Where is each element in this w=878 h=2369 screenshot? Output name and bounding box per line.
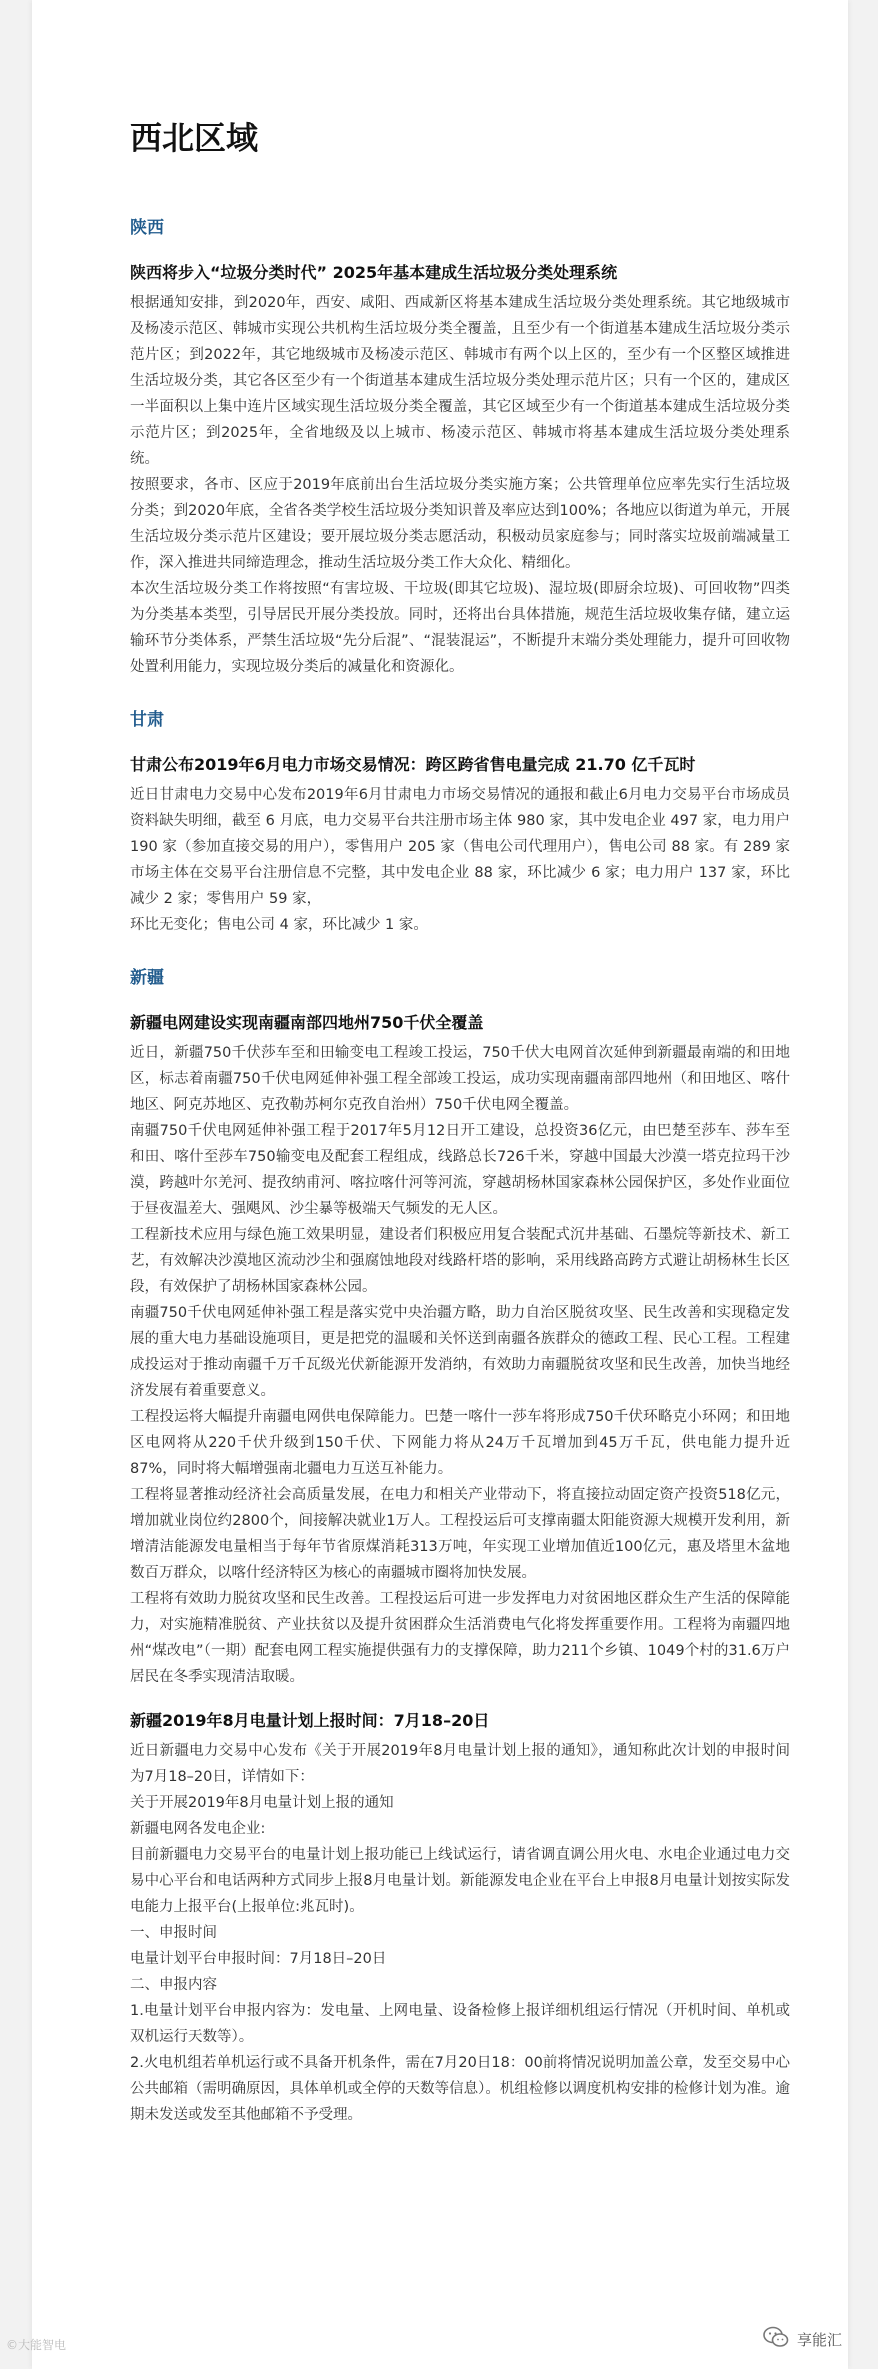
article-paragraph: 工程将有效助力脱贫攻坚和民生改善。工程投运后可进一步发挥电力对贫困地区群众生产生活的保障能力，对实施精准脱贫、产业扶贫以及提升贫困群众生活消费电气化将发挥重要作用。工程将为南疆四地州“煤改电”（一期）配套电网工程实施提供强有力的支撑保障，助力211个乡镇、1049个村的31.6万户居民在冬季实现清洁取暖。: [130, 1591, 790, 1685]
article-title: 甘肃公布2019年6月电力市场交易情况：跨区跨省售电量完成 21.70 亿千瓦时: [130, 755, 696, 774]
article-paragraph: 近日，新疆750千伏莎车至和田输变电工程竣工投运，750千伏大电网首次延伸到新疆最南端的和田地区，标志着南疆750千伏电网延伸补强工程全部竣工投运，成功实现南疆南部四地州（和田地区、喀什地区、阿克苏地区、克孜勒苏柯尔克孜自治州）750千伏电网全覆盖。: [130, 1045, 790, 1113]
article-paragraph: 按照要求，各市、区应于2019年底前出台生活垃圾分类实施方案；公共管理单位应率先实行生活垃圾分类；到2020年底，全省各类学校生活垃圾分类知识普及率应达到100%；各地应以街道为单元，开展生活垃圾分类示范片区建设；要开展垃圾分类志愿活动，积极动员家庭参与；同时落实垃圾前端减量工作，深入推进共同缔造理念，推动生活垃圾分类工作大众化、精细化。: [130, 477, 790, 571]
article-paragraph: 二、申报内容: [130, 1977, 217, 1993]
region-heading: 甘肃: [130, 710, 164, 730]
article-title: 新疆2019年8月电量计划上报时间：7月18–20日: [130, 1711, 490, 1730]
region-heading: 陕西: [130, 218, 164, 238]
section-gansu: [130, 708, 790, 938]
article-paragraph: 南疆750千伏电网延伸补强工程是落实党中央治疆方略，助力自治区脱贫攻坚、民生改善和实现稳定发展的重大电力基础设施项目，更是把党的温暖和关怀送到南疆各族群众的德政工程、民心工程。工程建成投运对于推动南疆千万千瓦级光伏新能源开发消纳，有效助力南疆脱贫攻坚和民生改善，加快当地经济发展有着重要意义。: [130, 1305, 790, 1399]
article-paragraph: 工程新技术应用与绿色施工效果明显，建设者们积极应用复合装配式沉井基础、石墨烷等新技术、新工艺，有效解决沙漠地区流动沙尘和强腐蚀地段对线路杆塔的影响，采用线路高跨方式避让胡杨林生长区段，有效保护了胡杨林国家森林公园。: [130, 1227, 790, 1295]
article-paragraph: 关于开展2019年8月电量计划上报的通知: [130, 1795, 394, 1811]
section-shaanxi: [130, 216, 790, 680]
article-paragraph: 目前新疆电力交易平台的电量计划上报功能已上线试运行，请省调直调公用火电、水电企业通过电力交易中心平台和电话两种方式同步上报8月电量计划。新能源发电企业在平台上申报8月电量计划按实际发电能力上报平台(上报单位:兆瓦时)。: [130, 1847, 790, 1915]
article-paragraph: 近日新疆电力交易中心发布《关于开展2019年8月电量计划上报的通知》，通知称此次计划的申报时间为7月18–20日，详情如下：: [130, 1743, 790, 1785]
article-paragraph: 南疆750千伏电网延伸补强工程于2017年5月12日开工建设，总投资36亿元，由巴楚至莎车、莎车至和田、喀什至莎车750输变电及配套工程组成，线路总长726千米，穿越中国最大沙漠一塔克拉玛干沙漠，跨越叶尔羌河、提孜纳甫河、喀拉喀什河等河流，穿越胡杨林国家森林公园保护区，多处作业面位于昼夜温差大、强飓风、沙尘暴等极端天气频发的无人区。: [130, 1123, 790, 1217]
region-heading: 新疆: [130, 968, 164, 988]
article-paragraph: 2.火电机组若单机运行或不具备开机条件，需在7月20日18：00前将情况说明加盖公章，发至交易中心公共邮箱（需明确原因，具体单机或全停的天数等信息）。机组检修以调度机构安排的检修计划为准。逾期未发送或发至其他邮箱不予受理。: [130, 2055, 790, 2123]
spacer: [130, 1690, 790, 1708]
section-xinjiang: [130, 966, 790, 2128]
article-paragraph: 本次生活垃圾分类工作将按照“有害垃圾、干垃圾(即其它垃圾)、湿垃圾(即厨余垃圾)、可回收物”四类为分类基本类型，引导居民开展分类投放。同时，还将出台具体措施，规范生活垃圾收集存储，建立运输环节分类体系，严禁生活垃圾“先分后混”、“混装混运”，不断提升末端分类处理能力，提升可回收物处置利用能力，实现垃圾分类后的减量化和资源化。: [130, 581, 790, 675]
article-paragraph: 1.电量计划平台申报内容为：发电量、上网电量、设备检修上报详细机组运行情况（开机时间、单机或双机运行天数等）。: [130, 2003, 790, 2045]
article-paragraph: 根据通知安排，到2020年，西安、咸阳、西咸新区将基本建成生活垃圾分类处理系统。其它地级城市及杨凌示范区、韩城市实现公共机构生活垃圾分类全覆盖，且至少有一个街道基本建成生活垃圾分类示范片区；到2022年，其它地级城市及杨凌示范区、韩城市有两个以上区的，至少有一个区整区域推进生活垃圾分类，其它各区至少有一个街道基本建成生活垃圾分类处理示范片区；只有一个区的，建成区一半面积以上集中连片区域实现生活垃圾分类全覆盖，其它区域至少有一个街道基本建成生活垃圾分类示范片区；到2025年，全省地级及以上城市、杨凌示范区、韩城市将基本建成生活垃圾分类处理系统。: [130, 295, 790, 467]
article-paragraph: 一、申报时间: [130, 1925, 217, 1941]
article-paragraph: 新疆电网各发电企业:: [130, 1821, 266, 1837]
document-content: [130, 118, 790, 2156]
wechat-icon: [763, 2326, 789, 2352]
document-page: [32, 0, 848, 2369]
article-paragraph: 工程投运将大幅提升南疆电网供电保障能力。巴楚一喀什一莎车将形成750千伏环略克小环网；和田地区电网将从220千伏升级到150千伏、下网能力将从24万千瓦增加到45万千瓦，供电能力提升近87%，同时将大幅增强南北疆电力互送互补能力。: [130, 1409, 790, 1477]
article-paragraph: 电量计划平台申报时间：7月18日–20日: [130, 1951, 387, 1967]
article-paragraph: 近日甘肃电力交易中心发布2019年6月甘肃电力市场交易情况的通报和截止6月电力交易平台市场成员资料缺失明细，截至 6 月底，电力交易平台共注册市场主体 980 家，其中发电企业 497 家，电力用户 190 家（参加直接交易的用户），零售用户 205 家（售电公司代理用户），售电公司 88 家。有 289 家市场主体在交易平台注册信息不完整，其中发电企业 88 家，环比减少 6 家；电力用户 137 家，环比减少 2 家；零售用户 59 家，: [130, 787, 790, 907]
brand-watermark: [763, 2326, 842, 2352]
page-title: 西北区域: [130, 119, 259, 157]
article-paragraph: 工程将显著推动经济社会高质量发展，在电力和相关产业带动下，将直接拉动固定资产投资518亿元，增加就业岗位约2800个，间接解决就业1万人。工程投运后可支撑南疆太阳能资源大规模开发利用，新增清洁能源发电量相当于每年节省原煤消耗313万吨，年实现工业增加值近100亿元，惠及塔里木盆地数百万群众，以喀什经济特区为核心的南疆城市圈将加快发展。: [130, 1487, 790, 1581]
brand-label: 享能汇: [796, 2330, 842, 2349]
article-title: 新疆电网建设实现南疆南部四地州750千伏全覆盖: [130, 1013, 484, 1032]
watermark-left: ©大能智电: [6, 2338, 67, 2352]
article-title: 陕西将步入“垃圾分类时代” 2025年基本建成生活垃圾分类处理系统: [130, 263, 618, 282]
article-paragraph: 环比无变化；售电公司 4 家，环比减少 1 家。: [130, 917, 428, 933]
